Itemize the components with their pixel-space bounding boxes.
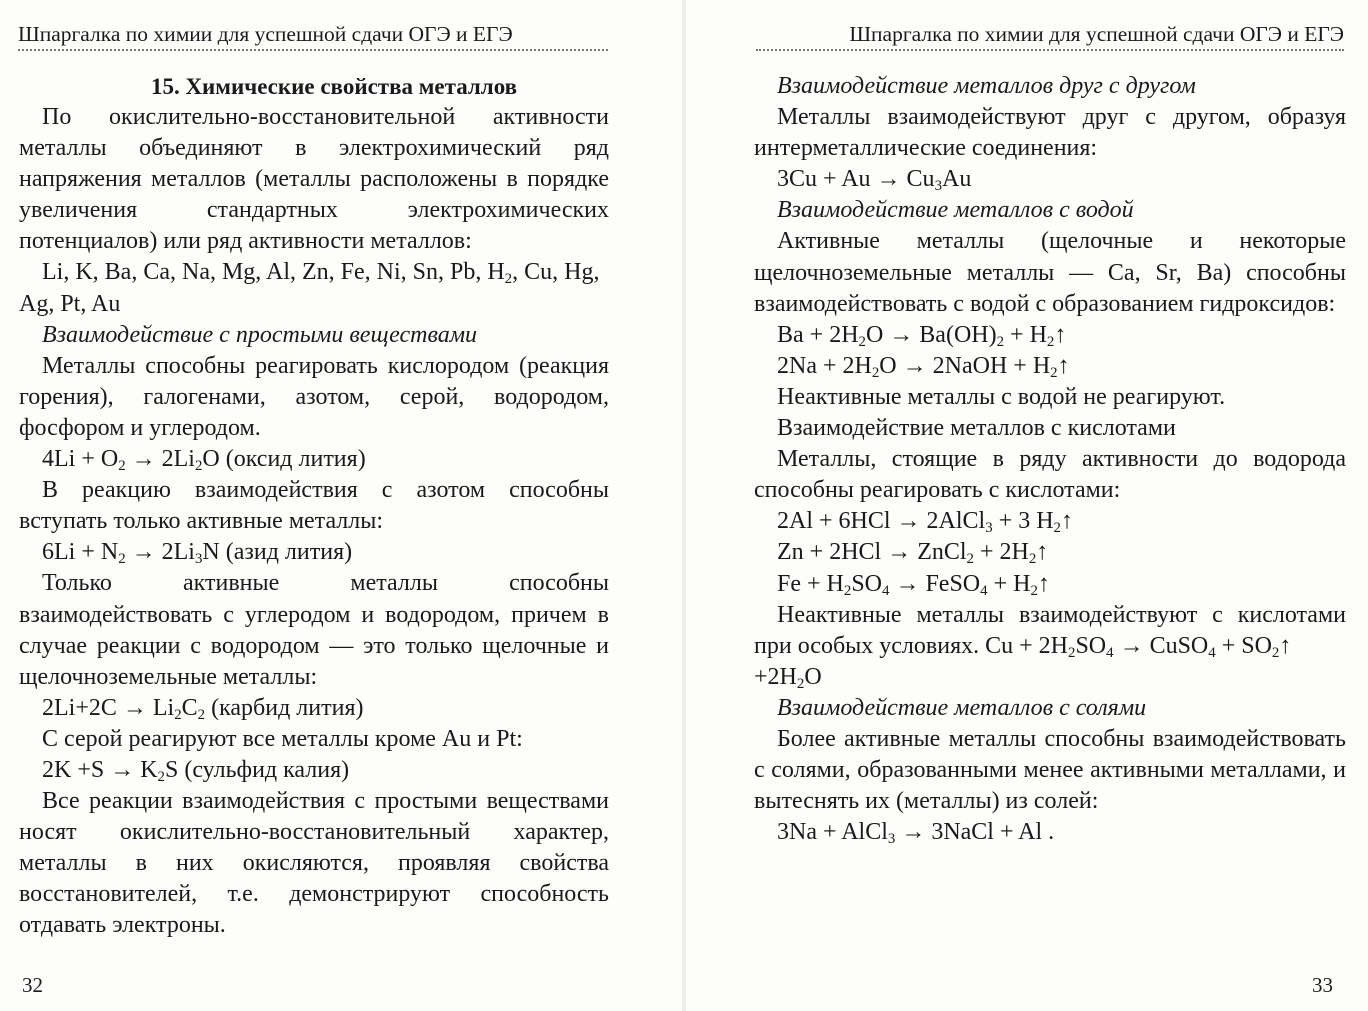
paragraph: Активные металлы (щелочные и некоторые щелочноземельные металлы — Ca, Sr, Ba) способны взаимодействовать с водой с образованием гидроксидов: <box>754 228 1346 317</box>
formula-text: 2K +S → K <box>42 756 158 783</box>
formula-text: C <box>181 694 198 721</box>
formula-text: → 3NaCl + Al . <box>895 819 1055 846</box>
formula-text: 3Cu + Au → Cu <box>777 166 935 193</box>
formula-text: Ba + 2H <box>777 321 859 348</box>
subheading: Взаимодействие металлов друг с другом <box>777 73 1196 99</box>
subscript: 2 <box>1068 644 1076 661</box>
equation <box>754 351 1346 382</box>
formula-text: Cu + 2H <box>985 632 1068 659</box>
equation-continued <box>754 662 1346 693</box>
paragraph-text: Неактивные металлы взаимодействуют с кислотами при особых условиях. <box>754 601 1346 659</box>
formula-text: ↑ <box>1036 539 1049 566</box>
subscript: 2 <box>157 769 165 786</box>
equation <box>754 164 1346 195</box>
formula-text: Zn + 2HCl → ZnCl <box>777 539 967 566</box>
equation <box>754 569 1346 600</box>
text-line: С серой реагируют все металлы кроме Au и Pt: <box>42 725 523 752</box>
subscript: 2 <box>966 551 974 568</box>
equation <box>19 693 609 724</box>
paragraph <box>754 600 1346 662</box>
paragraph: Только активные металлы способны взаимодействовать с углеродом и водородом, причем в случае реакции с водородом — это только щелочные и щелочноземельные металлы: <box>19 570 609 690</box>
subscript: 3 <box>985 520 993 537</box>
page-content <box>19 71 609 942</box>
subscript: 2 <box>871 365 880 381</box>
subscript: 3 <box>887 831 896 848</box>
page-content <box>754 71 1346 848</box>
equation <box>754 537 1346 568</box>
equation <box>19 537 609 568</box>
formula-text: Fe + H <box>777 570 844 597</box>
formula-text: 6Li + N <box>42 539 119 566</box>
formula-text: ↑ <box>1279 632 1292 659</box>
formula-text: O → Ba(OH) <box>865 321 997 348</box>
formula-text: → CuSO <box>1113 632 1209 659</box>
subscript: 2 <box>858 333 866 350</box>
formula-text: + 2H <box>973 539 1029 566</box>
formula-text: 2Na + 2H <box>777 352 872 379</box>
formula-text: + SO <box>1215 632 1272 659</box>
subscript: 2 <box>1028 551 1037 568</box>
formula-text: → 2Li <box>125 446 195 473</box>
formula-text: O → 2NaOH + H <box>879 352 1051 379</box>
formula-text: → FeSO <box>889 570 981 597</box>
subscript: 4 <box>1208 644 1216 661</box>
paragraph: Металлы, стоящие в ряду активности до водорода способны реагировать с кислотами: <box>754 446 1346 504</box>
formula-text: 4Li + O <box>42 446 119 473</box>
formula-text: Au <box>942 166 972 193</box>
paragraph: Металлы взаимодействуют друг с другом, образуя интерметаллические соединения: <box>754 104 1346 162</box>
subscript: 4 <box>1106 644 1114 661</box>
subheading: Взаимодействие металлов с кислотами <box>777 415 1176 442</box>
formula-text: N (азид лития) <box>202 539 353 566</box>
series-text: Li, K, Ba, Ca, Na, Mg, Al, Zn, Fe, Ni, Sn, Pb, H <box>42 259 505 286</box>
formula-text: S (сульфид калия) <box>164 756 350 783</box>
formula-text: 3Na + AlCl <box>777 819 888 846</box>
section-title: 15. Химические свойства металлов <box>150 74 518 99</box>
page-number: 32 <box>22 973 43 997</box>
paragraph: Металлы способны реагировать кислородом (реакция горения), галогенами, азотом, серой, водородом, фосфором и углеродом. <box>19 352 609 441</box>
formula-text: (карбид лития) <box>205 694 364 721</box>
running-header: Шпаргалка по химии для успешной сдачи ОГЭ и ЕГЭ <box>756 22 1344 51</box>
equation <box>19 755 609 786</box>
formula-text: ↑ <box>1054 321 1067 348</box>
running-header: Шпаргалка по химии для успешной сдачи ОГЭ и ЕГЭ <box>18 22 608 51</box>
paragraph: Все реакции взаимодействия с простыми веществами носят окислительно-восстановительный характер, металлы в них окисляются, проявляя свойства восстановителей, т.е. демонстрируют способность отдавать электроны. <box>19 788 609 939</box>
subscript: 2 <box>1030 582 1038 599</box>
equation <box>754 817 1346 848</box>
formula-text: → 2Li <box>125 539 195 566</box>
series-text: , Cu, Hg, <box>512 259 600 286</box>
subscript: 2 <box>796 675 805 692</box>
equation <box>754 320 1346 351</box>
formula-text: + H <box>987 570 1031 597</box>
formula-text: ↑ <box>1060 508 1073 535</box>
activity-series-continued: Ag, Pt, Au <box>19 290 121 317</box>
formula-text: 2Li+2C → Li <box>42 694 175 721</box>
formula-text: + H <box>1004 321 1047 348</box>
subscript: 4 <box>882 582 890 599</box>
equation <box>754 506 1346 537</box>
formula-text: SO <box>851 570 882 597</box>
subheading: Взаимодействие металлов с водой <box>777 197 1134 224</box>
subheading: Взаимодействие с простыми веществами <box>42 321 478 348</box>
subscript: 3 <box>934 178 942 195</box>
formula-text: O (оксид лития) <box>202 446 366 473</box>
subscript: 2 <box>504 271 513 288</box>
subscript: 2 <box>1046 333 1055 350</box>
paragraph: Более активные металлы способны взаимодействовать с солями, образованными менее активными металлами, и вытеснять их (металлы) из солей: <box>754 725 1346 815</box>
subscript: 2 <box>1053 520 1061 537</box>
subscript: 2 <box>843 582 852 599</box>
intro-paragraph: По окислительно-восстановительной активности металлы объединяют в электрохимический ряд напряжения металлов (металлы расположены в порядке увеличения стандартных электрохимических потенциалов) или ряд активности металлов: <box>19 104 609 255</box>
subscript: 2 <box>194 458 203 475</box>
subscript: 2 <box>118 551 126 568</box>
equation <box>19 444 609 475</box>
activity-series <box>19 257 609 288</box>
subscript: 2 <box>118 458 126 475</box>
inline-equation <box>985 633 1291 659</box>
right-page <box>686 0 1368 1011</box>
text-line: Неактивные металлы с водой не реагируют. <box>777 383 1226 410</box>
formula-text: ↑ <box>1057 352 1070 379</box>
formula-text: + 3 H <box>992 508 1054 535</box>
page-number: 33 <box>1312 973 1333 997</box>
subscript: 2 <box>996 333 1005 350</box>
formula-text: +2H <box>754 663 797 690</box>
subscript: 2 <box>1050 365 1058 381</box>
subheading: Взаимодействие металлов с солями <box>777 694 1147 721</box>
subscript: 4 <box>980 582 988 599</box>
formula-text: SO <box>1075 632 1107 659</box>
formula-text: ↑ <box>1037 570 1050 597</box>
paragraph: В реакцию взаимодействия с азотом способны вступать только активные металлы: <box>19 477 609 535</box>
left-page <box>0 0 682 1011</box>
subscript: 3 <box>194 551 203 568</box>
subscript: 2 <box>1271 644 1280 661</box>
formula-text: O <box>804 663 822 690</box>
subscript: 2 <box>197 706 206 723</box>
subscript: 2 <box>174 706 182 723</box>
formula-text: 2Al + 6HCl → 2AlCl <box>777 508 986 535</box>
